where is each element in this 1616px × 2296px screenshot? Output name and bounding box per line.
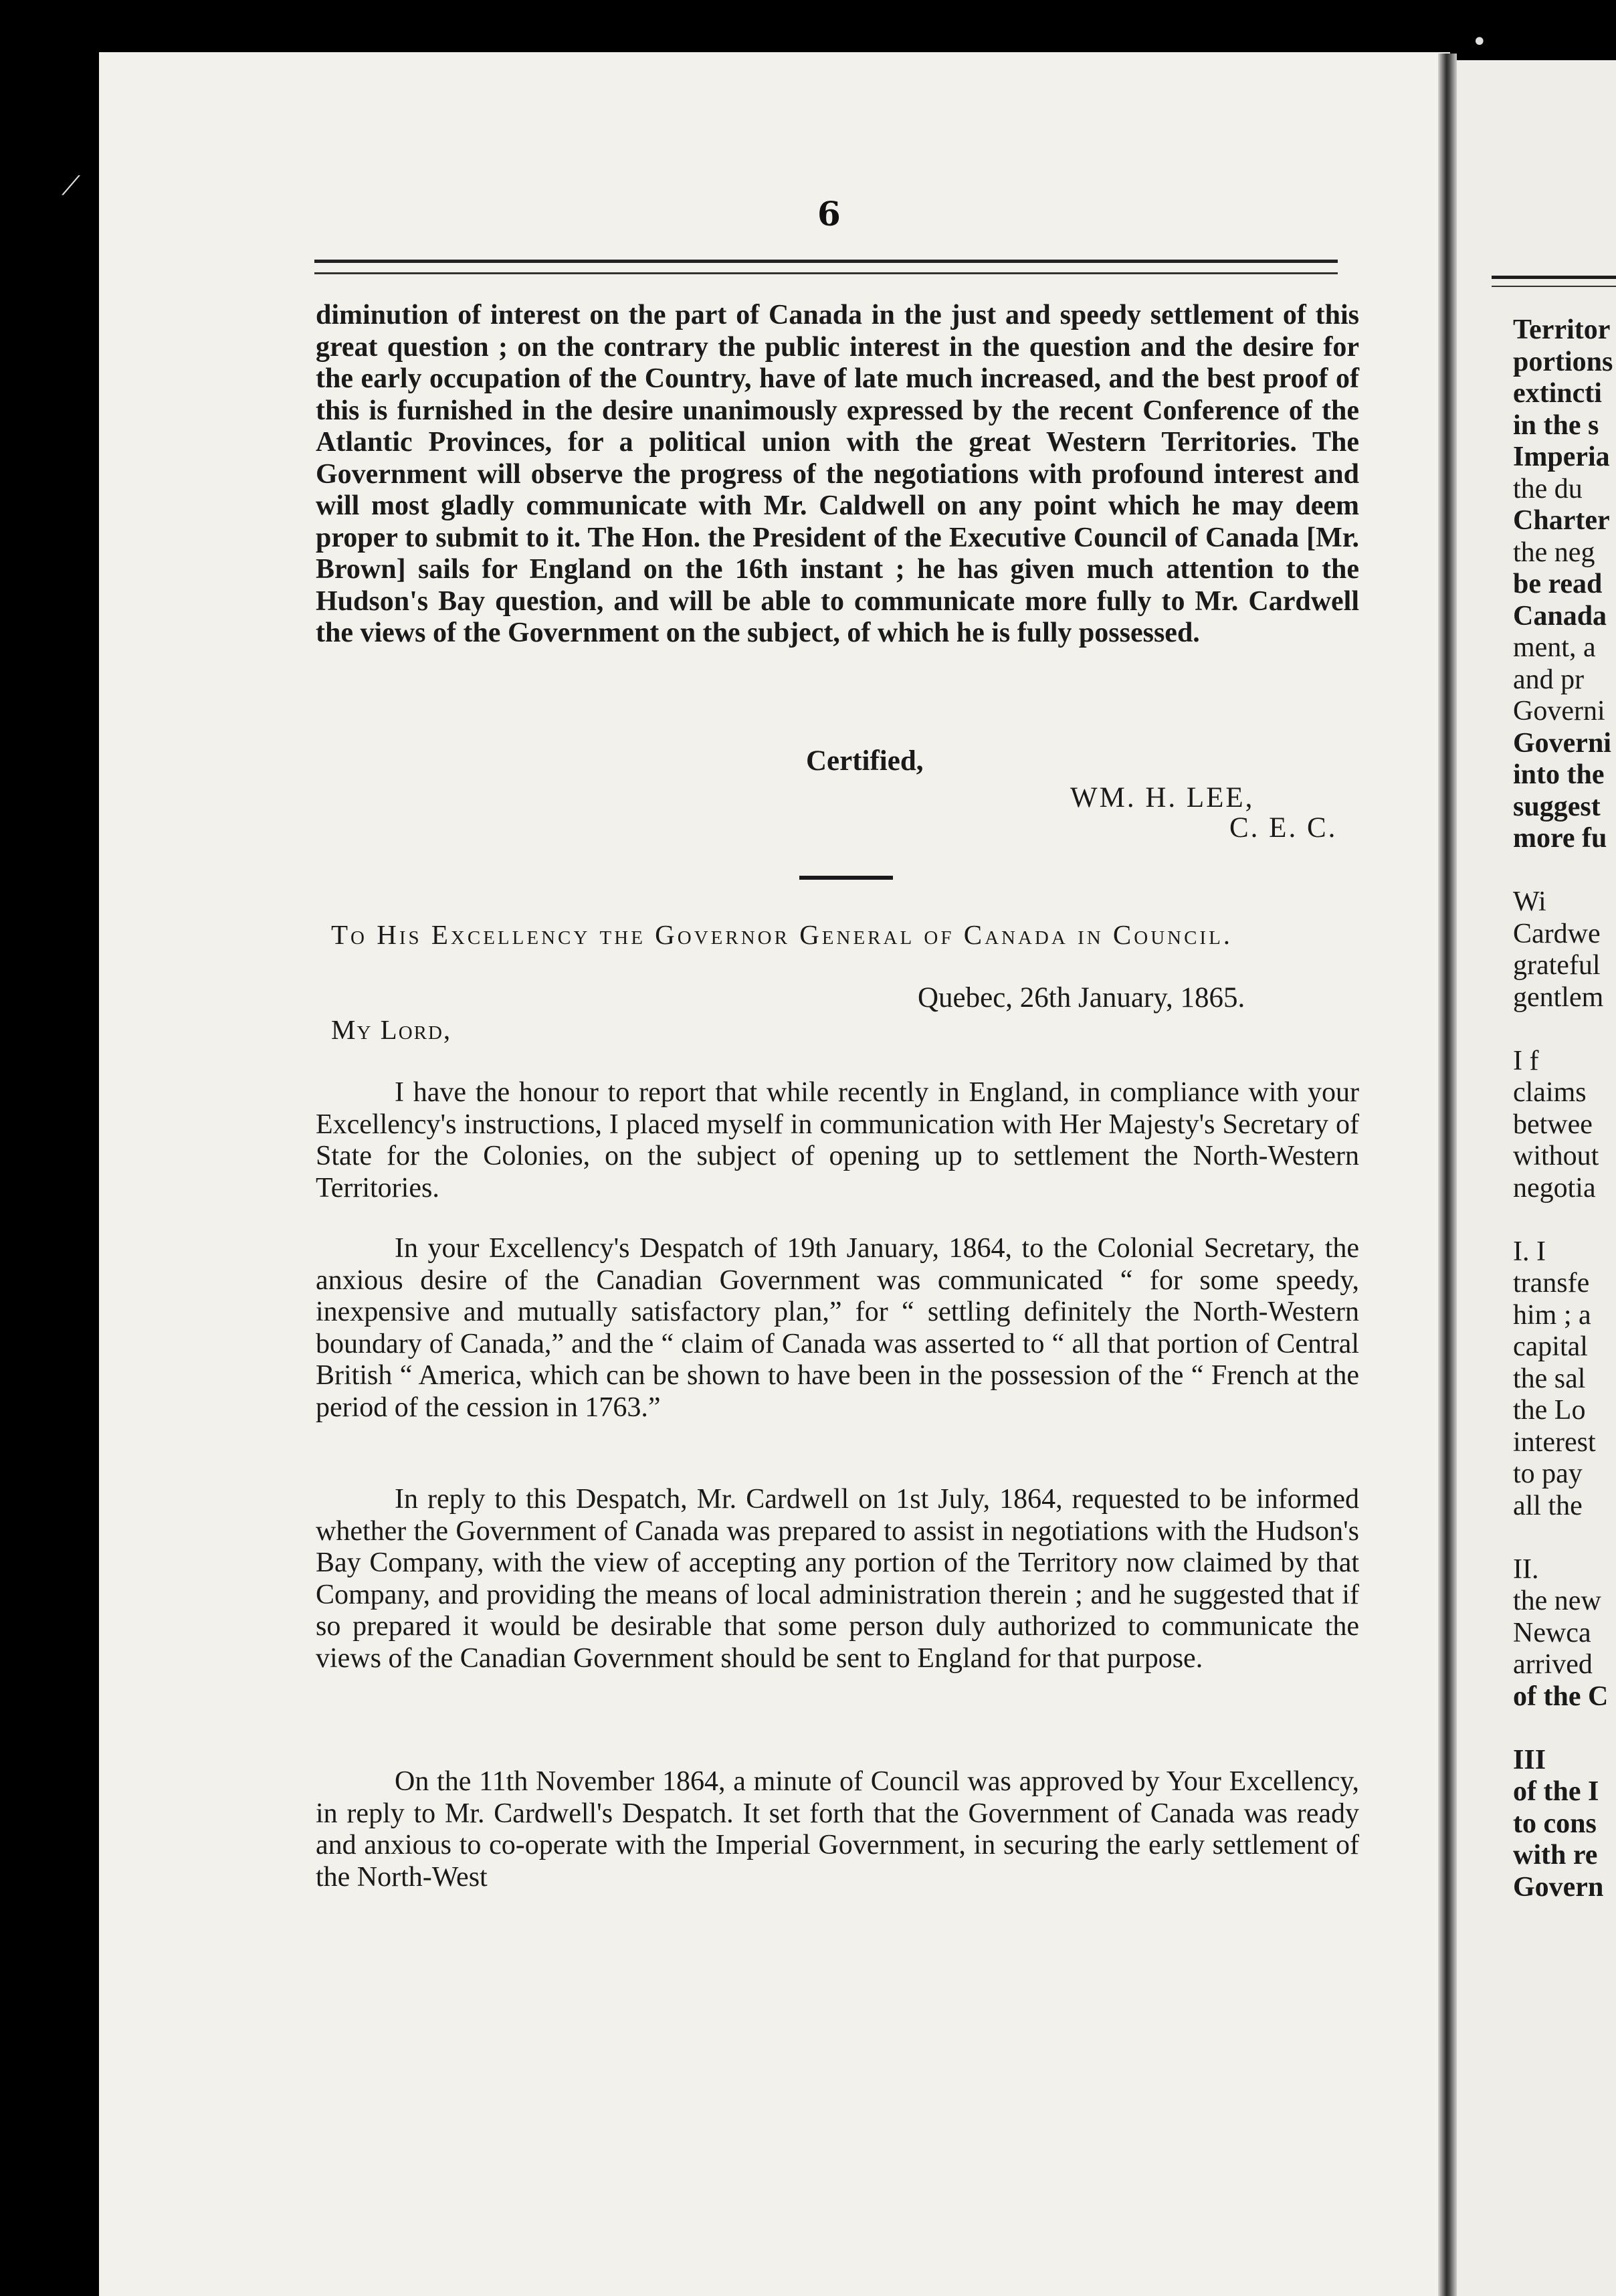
- header-double-rule: [314, 260, 1338, 274]
- adjacent-page-line: I f: [1513, 1045, 1539, 1076]
- adjacent-page-line: interest: [1513, 1426, 1596, 1458]
- adjacent-page-line: betwee: [1513, 1109, 1593, 1140]
- letter-salutation: My Lord,: [331, 1014, 452, 1045]
- adjacent-page-line: the neg: [1513, 537, 1595, 568]
- adjacent-page-line: II.: [1513, 1553, 1539, 1585]
- paragraph-minute-of-council: On the 11th November 1864, a minute of Council was approved by Your Excellency, in reply to Mr. Cardwell's Despatch. It set forth that the Government of Canada was ready and anxious to co-operate with the Imperial Government, in securing the early settlement of the North-West: [316, 1766, 1359, 1893]
- adjacent-page-line: gentlem: [1513, 981, 1604, 1013]
- paragraph-reply: In reply to this Despatch, Mr. Cardwell on 1st July, 1864, requested to be informed whether the Government of Canada was prepared to assist in negotiations with the Hudson's Bay Company, with the view of accepting any portion of the Territory now claimed by that Company, and providing the means of local administration therein ; and he suggested that if so prepared it would be desirable that some person duly authorized to communicate the views of the Canadian Government should be sent to England for that purpose.: [316, 1484, 1359, 1674]
- signer-title: C. E. C.: [1229, 812, 1338, 844]
- scan-artifact-mark: ⟋: [62, 171, 80, 201]
- letter-dateline: Quebec, 26th January, 1865.: [918, 982, 1245, 1014]
- adjacent-page-line: Governi: [1513, 727, 1611, 759]
- adjacent-page-line: [1513, 1014, 1616, 1046]
- adjacent-page-line: ment, a: [1513, 632, 1596, 663]
- adjacent-page-line: Canada: [1513, 600, 1607, 632]
- adjacent-page-line: grateful: [1513, 950, 1601, 981]
- adjacent-page-line: to pay: [1513, 1458, 1583, 1489]
- adjacent-page-line: of the I: [1513, 1776, 1599, 1807]
- adjacent-page-line: suggest: [1513, 791, 1601, 822]
- adjacent-page-line: with re: [1513, 1840, 1598, 1871]
- adjacent-page-line: the du: [1513, 473, 1583, 504]
- adjacent-page-line: claims: [1513, 1077, 1587, 1108]
- adjacent-page-line: Govern: [1513, 1871, 1604, 1903]
- adjacent-page: [1457, 60, 1616, 2296]
- page-number: 6: [817, 194, 841, 233]
- adjacent-page-line: transfe: [1513, 1268, 1590, 1299]
- adjacent-page-line: Imperia: [1513, 442, 1610, 472]
- adjacent-page-line: in the s: [1513, 409, 1599, 441]
- adjacent-page-line: Newca: [1513, 1617, 1591, 1648]
- adjacent-page-line: [1513, 1204, 1616, 1236]
- signer-name: WM. H. LEE,: [1070, 782, 1255, 814]
- paragraph-report: I have the honour to report that while recently in England, in compliance with your Excellency's instructions, I placed myself in communication with Her Majesty's Secretary of State for the Colonies, on the subject of opening up to settlement the North-Western Territories.: [316, 1077, 1359, 1204]
- section-divider: [799, 876, 893, 880]
- book-gutter: [1438, 54, 1457, 2296]
- adjacent-page-line: Cardwe: [1513, 918, 1601, 949]
- adjacent-page-line: negotia: [1513, 1172, 1596, 1204]
- adjacent-page-line: [1513, 1522, 1616, 1554]
- adjacent-page-line: I. I: [1513, 1236, 1546, 1267]
- adjacent-page-line: Governi: [1513, 696, 1605, 727]
- adjacent-page-line: the sal: [1513, 1363, 1586, 1394]
- paragraph-continued: diminution of interest on the part of Canada in the just and speedy settlement of this great question ; on the contrary the public interest in the question and the desire for the early occupation of the Country, have of late much increased, and the best proof of this is furnished in the desire unanimously expressed by the recent Conference of the Atlantic Provinces, for a political union with the great Western Territories. The Government will observe the progress of the negotiations with profound interest and will most gladly communicate with Mr. Caldwell on any point which he may deem proper to submit to it. The Hon. the President of the Executive Council of Canada [Mr. Brown] sails for England on the 16th instant ; he has given much attention to the Hudson's Bay question, and will be able to communicate more fully to Mr. Cardwell the views of the Government on the subject, of which he is fully possessed.: [316, 300, 1359, 648]
- adjacent-page-line: capital: [1513, 1331, 1588, 1362]
- adjacent-page-line: more fu: [1513, 823, 1607, 854]
- adjacent-page-line: of the C: [1513, 1681, 1609, 1712]
- adjacent-page-line: the new: [1513, 1586, 1601, 1616]
- adjacent-page-line: portions: [1513, 346, 1613, 377]
- letter-address: To His Excellency the Governor General of Canada in Council.: [331, 919, 1233, 950]
- adjacent-page-line: [1513, 1713, 1616, 1745]
- adjacent-page-line: to cons: [1513, 1808, 1597, 1839]
- certified-label: Certified,: [806, 745, 924, 777]
- adjacent-page-line: extincti: [1513, 378, 1602, 409]
- adjacent-page-line: without: [1513, 1141, 1599, 1171]
- adjacent-page-line: Territor: [1513, 314, 1611, 345]
- adjacent-page-text: [1513, 314, 1616, 1903]
- adjacent-page-line: arrived: [1513, 1649, 1593, 1680]
- adjacent-page-line: Charter: [1513, 505, 1610, 536]
- adjacent-page-line: and pr: [1513, 664, 1585, 695]
- adjacent-page-line: [1513, 855, 1616, 887]
- adjacent-page-line: him ; a: [1513, 1299, 1591, 1331]
- adjacent-page-line: all the: [1513, 1490, 1583, 1521]
- adjacent-page-line: into the: [1513, 759, 1605, 790]
- adjacent-page-line: the Lo: [1513, 1395, 1586, 1426]
- adjacent-page-line: Wi: [1513, 886, 1546, 917]
- adjacent-page-line: be read: [1513, 569, 1603, 599]
- adjacent-header-rule: [1492, 276, 1616, 287]
- paragraph-despatch: In your Excellency's Despatch of 19th January, 1864, to the Colonial Secretary, the anxious desire of the Canadian Government was communicated “ for some speedy, inexpensive and mutually satisfactory plan,” for “ settling definitely the North-Western boundary of Canada,” and the “ claim of Canada was asserted to “ all that portion of Central British “ America, which can be shown to have been in the possession of the “ French at the period of the cession in 1763.”: [316, 1233, 1359, 1423]
- adjacent-page-line: III: [1513, 1744, 1546, 1776]
- scan-artifact-mark: •: [1472, 27, 1488, 58]
